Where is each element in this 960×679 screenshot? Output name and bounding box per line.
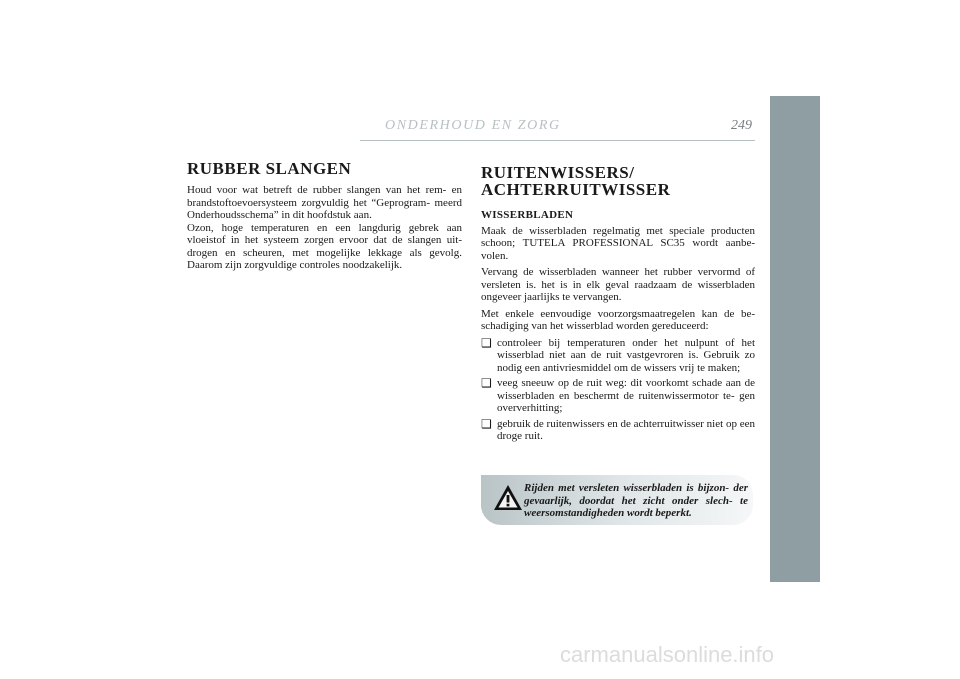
bullet-icon: ❑ [481, 416, 492, 431]
warning-box [481, 475, 753, 525]
bullet-icon: ❑ [481, 335, 492, 350]
left-paragraph: Ozon, hoge temperaturen en een langdurig gebrek aan vloeistof in het systeem zorgen ervoor dat de slangen uit- drogen en scheuren, met mogelijke lekkage als gevolg. Daarom zijn zorgvuldige controles noodzakelijk. [187, 221, 462, 271]
bullet-icon: ❑ [481, 376, 492, 390]
left-column [187, 160, 462, 276]
warning-triangle-icon [493, 484, 523, 511]
rubber-hoses-heading: RUBBER SLANGEN [187, 159, 352, 178]
wipers-heading [481, 164, 755, 198]
list-item-text: controleer bij temperaturen onder het nulpunt of het wisserblad niet aan de ruit vastgevroren is. Gebruik zo nodig een antivriesmiddel om de wissers vrij te maken; [497, 336, 755, 374]
section-title: ONDERHOUD EN ZORG [385, 118, 561, 133]
right-paragraph: Maak de wisserbladen regelmatig met speciale producten schoon; TUTELA PROFESSIONAL SC35 wordt aanbe- volen. [481, 224, 755, 262]
list-item-text: gebruik de ruitenwissers en de achterruitwisser niet op een droge ruit. [497, 417, 755, 442]
right-paragraph: Met enkele eenvoudige voorzorgsmaatregelen kan de be- schadiging van het wisserblad worden gereduceerd: [481, 307, 755, 332]
watermark: carmanualsonline.info [560, 642, 775, 667]
wiper-blades-subheading: WISSERBLADEN [481, 209, 574, 221]
left-paragraph: Houd voor wat betreft de rubber slangen van het rem- en brandstoftoevoersysteem zorgvuldig het “Geprogram- meerd Onderhoudsschema” in dit hoofdstuk aan. [187, 184, 462, 221]
running-header [360, 118, 752, 140]
warning-text: Rijden met versleten wisserbladen is bijzon- der gevaarlijk, doordat het zicht onder slech- te weersomstandigheden wordt beperkt. [524, 482, 748, 519]
right-paragraph: Vervang de wisserbladen wanneer het rubber vervormd of versleten is. het is in elk geval raadzaam de wisserbladen ongeveer jaarlijks te vervangen. [481, 266, 755, 303]
list-item [481, 377, 755, 415]
page-number: 249 [731, 118, 752, 133]
list-item [481, 337, 755, 375]
chapter-side-tab [770, 96, 820, 582]
right-column [481, 164, 755, 446]
list-item [481, 418, 755, 443]
header-rule [360, 140, 755, 141]
wipers-heading-line1: RUITENWISSERS/ [481, 163, 635, 182]
precautions-list [481, 337, 755, 443]
list-item-text: veeg sneeuw op de ruit weg: dit voorkomt schade aan de wisserbladen en beschermt de ruitenwissermotor te- gen oververhitting; [497, 377, 755, 414]
wipers-heading-line2: ACHTERRUITWISSER [481, 180, 671, 199]
